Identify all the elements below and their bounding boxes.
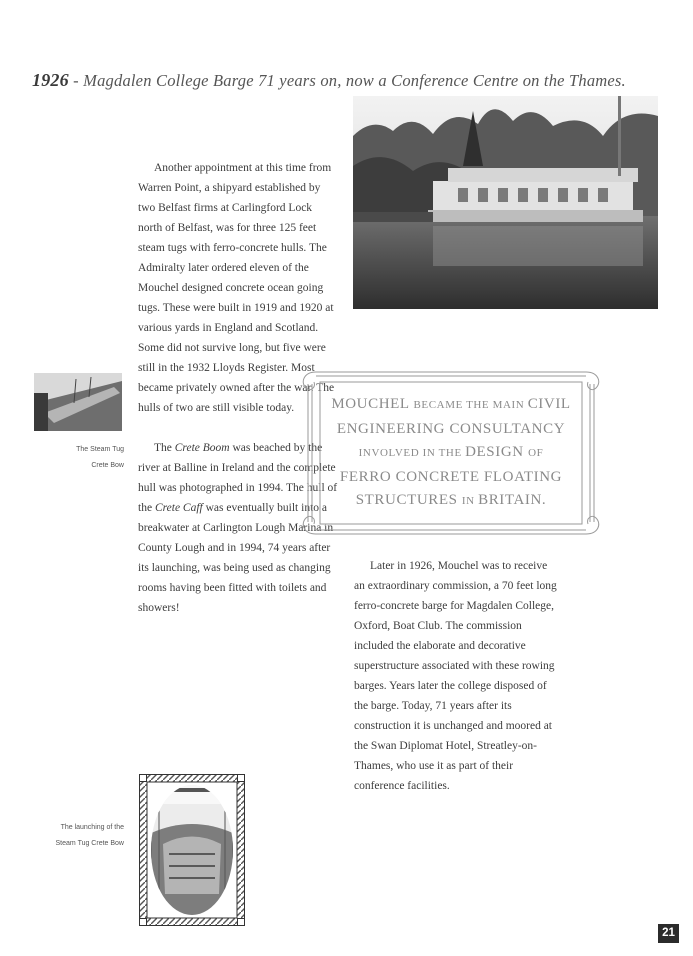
callout-line: INVOLVED IN THE DESIGN OF	[358, 444, 544, 460]
heading-year: 1926	[32, 70, 69, 90]
page-number: 21	[658, 924, 679, 943]
callout-line: STRUCTURES IN BRITAIN.	[355, 492, 547, 508]
heading-text: - Magdalen College Barge 71 years on, now a Conference Centre on the Thames.	[68, 71, 626, 90]
para2-part-a: The	[154, 442, 175, 454]
steam-tug-photo	[34, 373, 122, 431]
vessel-name-crete-boom: Crete Boom	[174, 442, 230, 454]
callout-line: FERRO CONCRETE FLOATING	[339, 468, 563, 485]
steam-tug-caption	[36, 442, 124, 474]
callout-line: ENGINEERING CONSULTANCY	[336, 420, 566, 437]
paragraph-magdalen-barge: Later in 1926, Mouchel was to receive an extraordinary commission, a 70 feet long ferro-concrete barge for Magdalen College, Oxford, Boat Club. The commission included the elaborate and decorative superstructure associated with these rowing barges. Years later the college disposed of the barge. Today, 71 years after its construction it is unchanged and moored at the Swan Diplomat Hotel, Streatley-on-Thames, who use it as part of their conference facilities.	[354, 560, 557, 792]
vessel-name-crete-caff: Crete Caff	[154, 502, 203, 514]
launching-caption	[20, 820, 124, 852]
caption-line: Steam Tug Crete Bow	[55, 840, 124, 847]
caption-line: The launching of the	[60, 824, 124, 831]
caption-line: The Steam Tug	[76, 446, 124, 453]
launching-photo-frame	[139, 774, 245, 926]
para2-part-c: was eventually built into a breakwater at Carlington Lough Marina in County Lough and in 1994, 74 years after its launching, was being used as changing rooms having been fitted with toilets and showers!	[138, 502, 334, 614]
para2-part-b: was beached by the river at Balline in Ireland and the complete hull was photographed in 1994. The hull of the	[138, 442, 338, 514]
caption-line: Crete Bow	[91, 462, 124, 469]
page-heading	[32, 70, 672, 91]
paragraph-warren-point: Another appointment at this time from Warren Point, a shipyard established by two Belfast firms at Carlingford Lock north of Belfast, was for three 125 feet steam tugs with ferro-concrete hulls. The Admiralty later ordered eleven of the Mouchel designed concrete ocean going tugs. These were built in 1919 and 1920 at various yards in England and Scotland. Some did not survive long, but five were still in the 1932 Lloyds Register. Most became privately owned after the war. The hulls of two are still visible today.	[138, 162, 335, 414]
callout-line: MOUCHEL BECAME THE MAIN CIVIL	[331, 396, 571, 412]
barge-photo	[353, 96, 658, 309]
right-column-text	[354, 556, 559, 796]
callout-text	[320, 393, 582, 514]
